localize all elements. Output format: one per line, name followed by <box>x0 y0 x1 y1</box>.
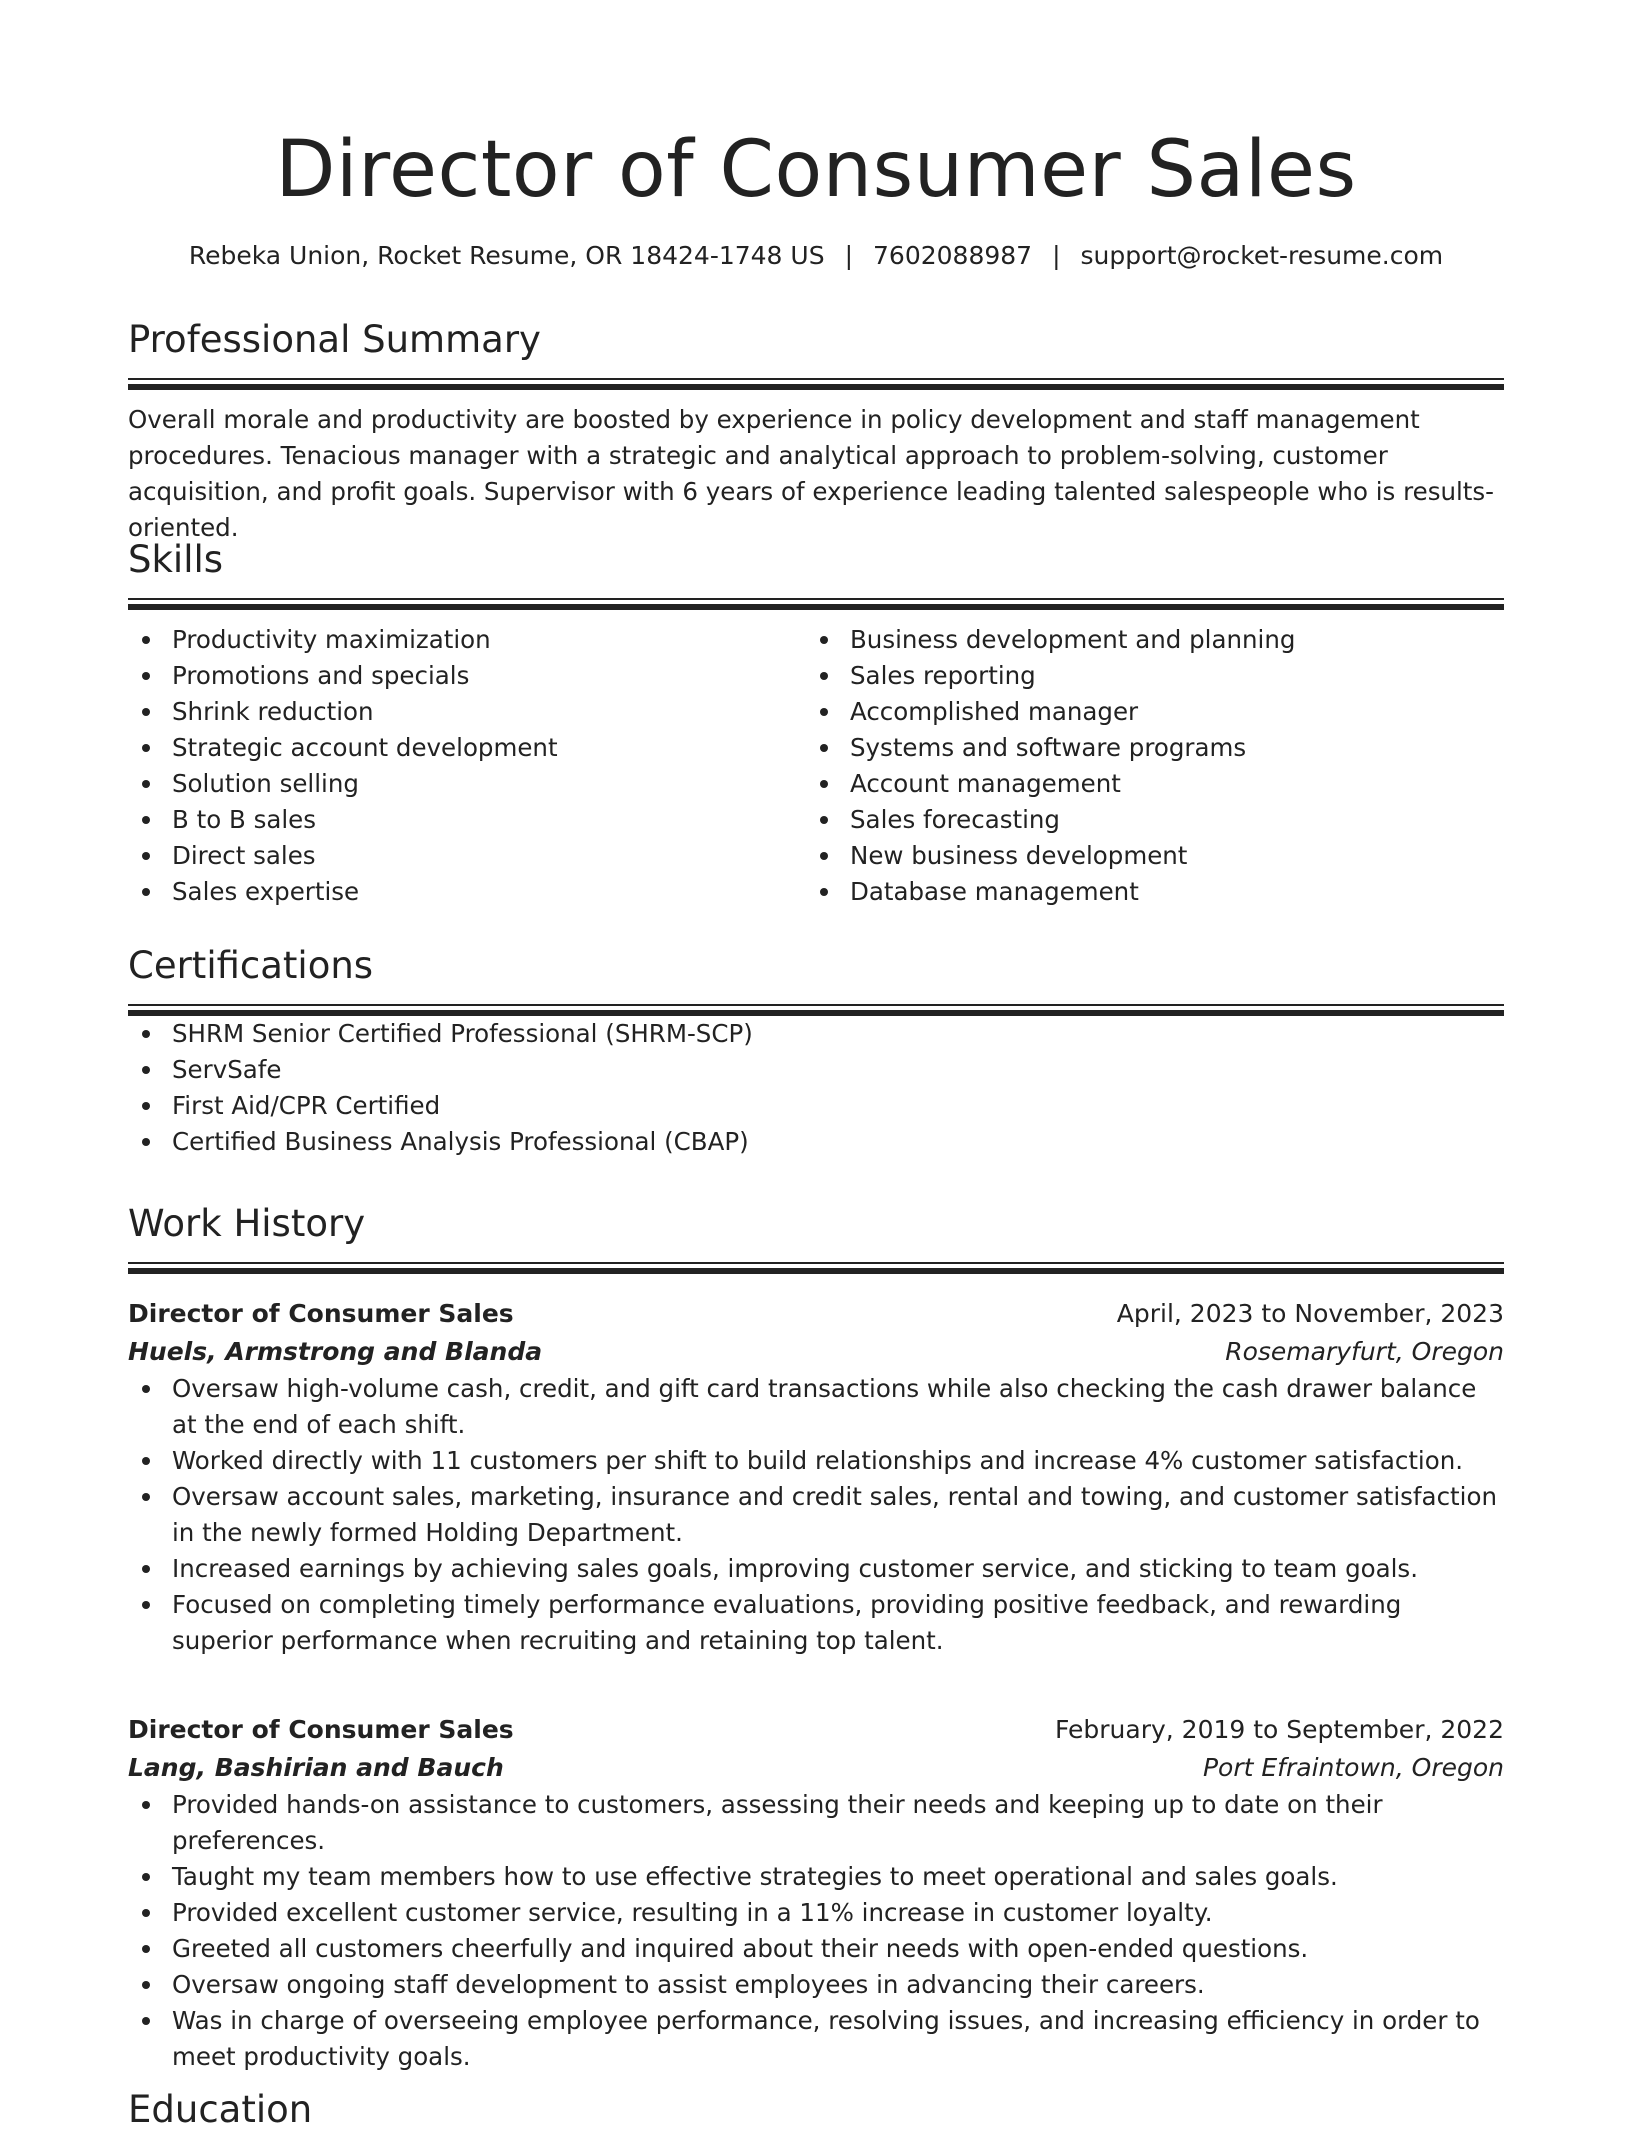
contact-separator: | <box>844 241 854 270</box>
certifications-list <box>128 1016 1504 1160</box>
section-divider-thick <box>128 384 1504 390</box>
education-section <box>128 2084 1504 2136</box>
skill-item: Account management <box>806 766 1484 802</box>
certification-item: SHRM Senior Certified Professional (SHRM-SCP) <box>128 1016 1504 1052</box>
skill-item: Promotions and specials <box>128 658 806 694</box>
skill-item: Sales expertise <box>128 874 806 910</box>
job-title: Director of Consumer Sales <box>128 1299 514 1328</box>
job-company-row <box>128 1749 1504 1787</box>
page-title: Director of Consumer Sales <box>275 125 1357 215</box>
section-divider <box>128 598 1504 600</box>
job-company: Huels, Armstrong and Blanda <box>128 1337 543 1366</box>
skill-item: Sales reporting <box>806 658 1484 694</box>
skill-item: Productivity maximization <box>128 622 806 658</box>
job-duty-item: Oversaw high-volume cash, credit, and gift card transactions while also checking the cash drawer balance at the end of each shift. <box>128 1371 1504 1443</box>
job-dates: April, 2023 to November, 2023 <box>1116 1299 1504 1328</box>
summary-section <box>128 314 1504 546</box>
job-duties-list <box>128 1371 1504 1659</box>
job-duty-item: Was in charge of overseeing employee performance, resolving issues, and increasing efficiency in order to meet productivity goals. <box>128 2003 1504 2075</box>
job-duty-item: Focused on completing timely performance evaluations, providing positive feedback, and rewarding superior performance when recruiting and retaining top talent. <box>128 1587 1504 1659</box>
job-duty-item: Greeted all customers cheerfully and inquired about their needs with open-ended questions. <box>128 1931 1504 1967</box>
section-heading-certifications: Certifications <box>128 944 374 987</box>
skill-item: Business development and planning <box>806 622 1484 658</box>
skill-item: B to B sales <box>128 802 806 838</box>
job-duty-item: Provided hands-on assistance to customers, assessing their needs and keeping up to date on their preferences. <box>128 1787 1504 1859</box>
section-divider <box>128 1004 1504 1006</box>
contact-line <box>128 238 1504 274</box>
contact-phone[interactable]: 7602088987 <box>873 241 1033 270</box>
skills-list-right <box>806 622 1484 910</box>
skills-list-left <box>128 622 806 910</box>
section-divider <box>128 378 1504 380</box>
section-heading-work-history: Work History <box>128 1202 366 1245</box>
certifications-section <box>128 940 1504 1160</box>
section-divider <box>128 1262 1504 1264</box>
job-dates: February, 2019 to September, 2022 <box>1055 1715 1504 1744</box>
job-header-row <box>128 1295 1504 1333</box>
skill-item: Solution selling <box>128 766 806 802</box>
skill-item: Shrink reduction <box>128 694 806 730</box>
work-history-section <box>128 1198 1504 1274</box>
skill-item: Sales forecasting <box>806 802 1484 838</box>
contact-email[interactable]: support@rocket-resume.com <box>1080 241 1444 270</box>
skill-item: Database management <box>806 874 1484 910</box>
skill-item: New business development <box>806 838 1484 874</box>
skills-section <box>128 534 1504 910</box>
certification-item: First Aid/CPR Certified <box>128 1088 1504 1124</box>
skill-item: Systems and software programs <box>806 730 1484 766</box>
job-duty-item: Provided excellent customer service, resulting in a 11% increase in customer loyalty. <box>128 1895 1504 1931</box>
job-duty-item: Worked directly with 11 customers per shift to build relationships and increase 4% customer satisfaction. <box>128 1443 1504 1479</box>
section-divider-thick <box>128 1268 1504 1274</box>
job-entry <box>128 1295 1504 1659</box>
job-duty-item: Oversaw account sales, marketing, insurance and credit sales, rental and towing, and customer satisfaction in the newly formed Holding Department. <box>128 1479 1504 1551</box>
job-company-row <box>128 1333 1504 1371</box>
job-duty-item: Oversaw ongoing staff development to assist employees in advancing their careers. <box>128 1967 1504 2003</box>
section-divider-thick <box>128 604 1504 610</box>
certification-item: Certified Business Analysis Professional (CBAP) <box>128 1124 1504 1160</box>
section-heading-skills: Skills <box>128 538 224 581</box>
skills-columns <box>128 622 1504 910</box>
contact-separator: | <box>1052 241 1061 270</box>
job-duty-item: Taught my team members how to use effective strategies to meet operational and sales goals. <box>128 1859 1504 1895</box>
job-duties-list <box>128 1787 1504 2075</box>
job-duty-item: Increased earnings by achieving sales goals, improving customer service, and sticking to team goals. <box>128 1551 1504 1587</box>
contact-address: Rebeka Union, Rocket Resume, OR 18424-1748 US <box>188 241 825 270</box>
certification-item: ServSafe <box>128 1052 1504 1088</box>
job-company: Lang, Bashirian and Bauch <box>128 1753 504 1782</box>
skill-item: Accomplished manager <box>806 694 1484 730</box>
summary-text: Overall morale and productivity are boosted by experience in policy development and staff management procedures. Tenacious manager with a strategic and analytical approach to problem-solving, customer acquisition, and profit goals. Supervisor with 6 years of experience leading talented salespeople who is results-oriented. <box>128 405 1495 542</box>
skill-item: Direct sales <box>128 838 806 874</box>
section-heading-education: Education <box>128 2088 313 2131</box>
job-location: Rosemaryfurt, Oregon <box>1225 1337 1504 1366</box>
skill-item: Strategic account development <box>128 730 806 766</box>
job-title: Director of Consumer Sales <box>128 1715 514 1744</box>
job-location: Port Efraintown, Oregon <box>1202 1753 1504 1782</box>
job-entry <box>128 1711 1504 2075</box>
section-heading-summary: Professional Summary <box>128 318 541 361</box>
job-header-row <box>128 1711 1504 1749</box>
